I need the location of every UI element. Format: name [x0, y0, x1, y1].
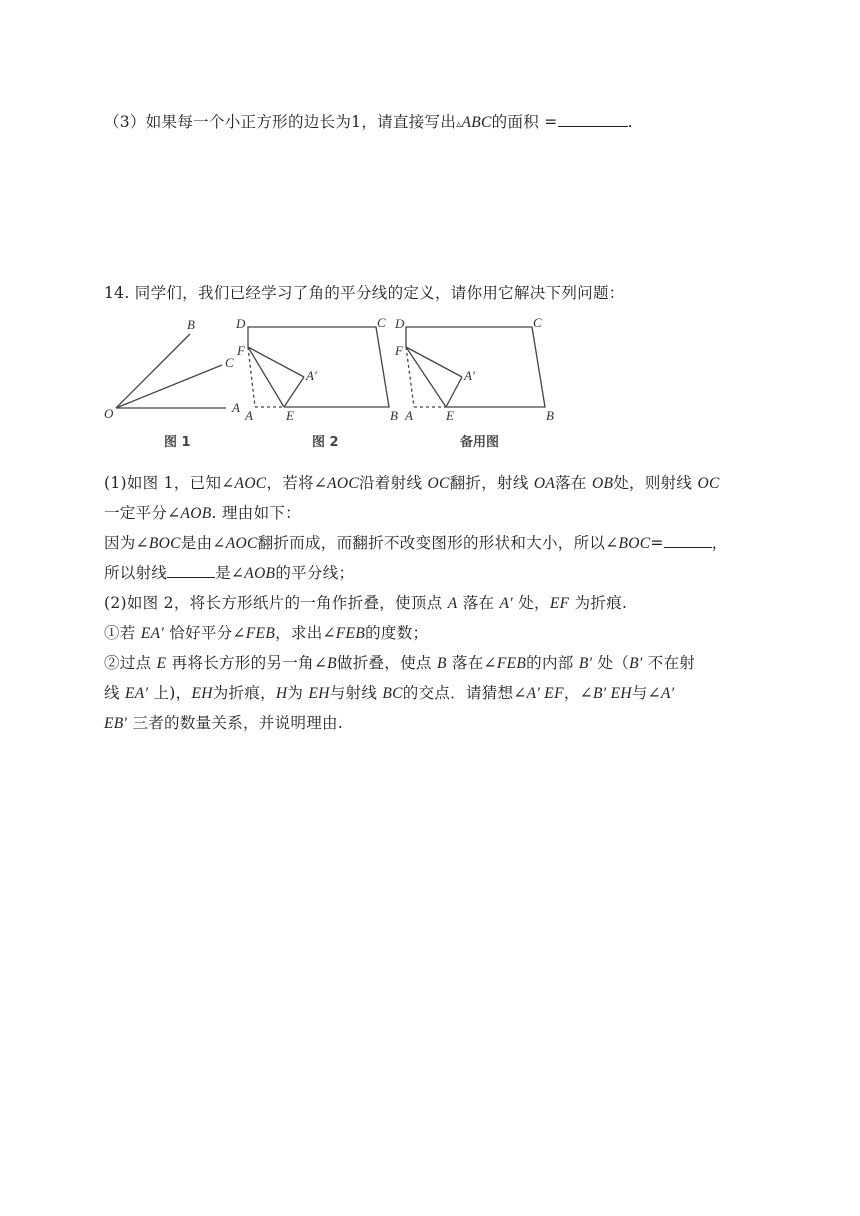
fig3-label-a: A	[405, 408, 413, 423]
subq2-line3: EB′ 三者的数量关系，并说明理由.	[104, 714, 344, 732]
fig2-label-f: F	[237, 343, 245, 358]
fig1-label-c: C	[225, 355, 234, 370]
fig2-label-c: C	[377, 315, 386, 330]
subq2-line2: 线 EA′ 上)，EH为折痕，H为 EH与射线 BC的交点．请猜想∠A′ EF，∠B′ EH与∠A′	[104, 684, 675, 702]
fig3-label-c: C	[533, 315, 542, 330]
answer-blank-ray[interactable]	[167, 576, 215, 578]
fig3-label-f: F	[395, 343, 403, 358]
q3-line: （3）如果每一个小正方形的边长为1，请直接写出▵ABC的面积 = .	[104, 113, 633, 131]
segment-fa1	[406, 347, 462, 377]
part1-line1: (1)如图 1，已知∠AOC，若将∠AOC沿着射线 OC翻折，射线 OA落在 OB处，则射线 OC	[104, 474, 720, 492]
fig1-label-o: O	[104, 406, 114, 421]
crease-ef	[406, 347, 446, 407]
ray-ob	[116, 334, 190, 408]
segment-a1e	[284, 377, 304, 407]
ray-oc	[116, 365, 222, 408]
part1-line4: 所以射线 是∠AOB的平分线；	[104, 564, 355, 582]
q14-intro: 14. 同学们，我们已经学习了角的平分线的定义，请你用它解决下列问题：	[104, 284, 625, 302]
q14-figures	[0, 0, 860, 470]
rectangle-outline	[406, 327, 545, 407]
fig2-label-a: A	[245, 408, 253, 423]
fig1-label-b: B	[187, 317, 195, 332]
answer-blank-angle[interactable]	[664, 546, 712, 548]
fig1-label-a: A	[232, 400, 240, 415]
fig2-label-e: E	[286, 408, 294, 423]
fig3-label-e: E	[446, 408, 454, 423]
rectangle-outline	[248, 327, 389, 407]
subq2-line1: ②过点 E 再将长方形的另一角∠B做折叠，使点 B 落在∠FEB的内部 B′ 处（B′ 不在射	[104, 654, 696, 672]
dashed-fa	[406, 347, 414, 407]
fig3-label-a1: A′	[464, 368, 475, 383]
fig3-label-b: B	[546, 408, 554, 423]
segment-a1e	[446, 377, 462, 407]
fig2-label-a1: A′	[306, 368, 317, 383]
subq1-line: ①若 EA′ 恰好平分∠FEB，求出∠FEB的度数；	[104, 624, 429, 642]
fig1-caption: 图 1	[164, 435, 191, 450]
figure-spare	[406, 327, 545, 407]
fig2-label-d: D	[236, 316, 246, 331]
fig2-label-b: B	[390, 408, 398, 423]
fig3-caption: 备用图	[460, 435, 500, 450]
part1-line2: 一定平分∠AOB. 理由如下：	[104, 504, 301, 522]
part1-line3: 因为∠BOC是由∠AOC翻折而成，而翻折不改变图形的形状和大小，所以∠BOC= ，	[104, 534, 728, 552]
fig3-label-d: D	[395, 316, 405, 331]
fig2-caption: 图 2	[312, 435, 339, 450]
figure-1	[116, 334, 226, 408]
part2-line: (2)如图 2，将长方形纸片的一角作折叠，使顶点 A 落在 A′ 处，EF 为折痕.	[104, 594, 628, 612]
figure-2	[248, 327, 389, 407]
